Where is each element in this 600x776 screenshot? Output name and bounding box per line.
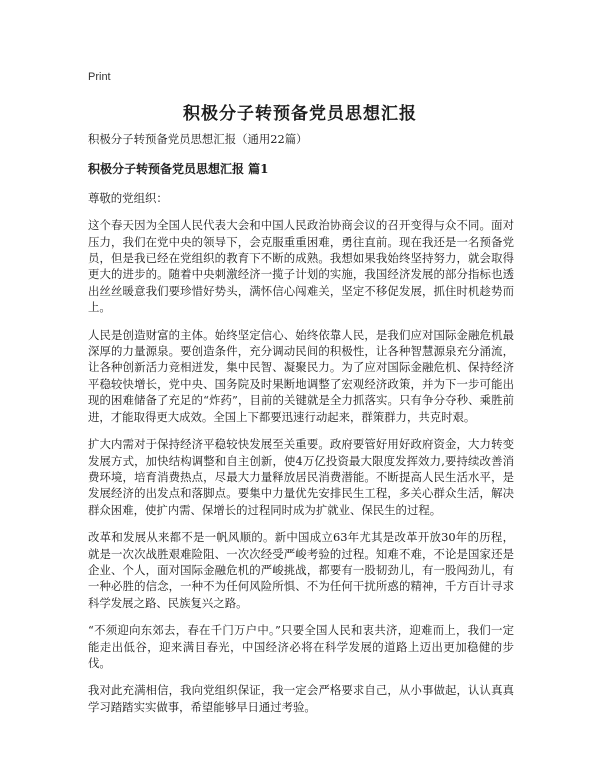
salutation: 尊敬的党组织： bbox=[88, 190, 168, 205]
paragraph-2: 人民是创造财富的主体。始终坚定信心、始终依靠人民，是我们应对国际金融危机最深厚的力量源泉。要创造条件，充分调动民间的积极性，让各种智慧源泉充分涌流，让各种创新活力竞相迸发，集中民智、凝聚民力。为了应对国际金融危机、保持经济平稳较快增长，党中央、国务院及时果断地调整了宏观经济政策，并为下一步可能出现的困难储备了充足的“炸药”，目前的关键就是全力抓落实。只有争分夺秒、乘胜前进，才能取得更大成效。全国上下都要迅速行动起来，群策群力，共克时艰。 bbox=[88, 327, 514, 424]
paragraph-3: 扩大内需对于保持经济平稳较快发展至关重要。政府要管好用好政府资金，大力转变发展方式，加快结构调整和自主创新，使4万亿投资最大限度发挥效力,要持续改善消费环境，培育消费热点，尽最大力量释放居民消费潜能。不断提高人民生活水平，是发展经济的出发点和落脚点。要集中力量优先安排民生工程，多关心群众生活，解决群众困难，使扩内需、保增长的过程同时成为扩就业、保民生的过程。 bbox=[88, 437, 514, 517]
paragraph-6: 我对此充满相信，我向党组织保证，我一定会严格要求自己，从小事做起，认认真真学习踏踏实实做事，希望能够早日通过考验。 bbox=[88, 683, 514, 714]
document-body bbox=[88, 131, 514, 726]
page-title: 积极分子转预备党员思想汇报 bbox=[183, 104, 417, 124]
section-heading: 积极分子转预备党员思想汇报 篇1 bbox=[88, 162, 269, 177]
paragraph-5: “不须迎向东郊去，春在千门万户中。”只要全国人民和衷共济，迎难而上，我们一定能走出低谷，迎来满目春光，中国经济必将在科学发展的道路上迈出更加稳健的步伐。 bbox=[88, 623, 514, 670]
paragraph-1: 这个春天因为全国人民代表大会和中国人民政治协商会议的召开变得与众不同。面对压力，我们在党中央的领导下，会克服重重困难，勇往直前。现在我还是一名预备党员，但是我已经在党组织的教育下不断的成熟。我想如果我始终坚持努力，就会取得更大的进步的。随着中央刺激经济一揽子计划的实施，我国经济发展的部分指标也透出丝丝暖意我们要珍惜好势头，满怀信心闯难关，坚定不移促发展，抓住时机趁势而上。 bbox=[88, 218, 514, 315]
print-link[interactable]: Print bbox=[88, 71, 111, 83]
paragraph-4: 改革和发展从来都不是一帆风顺的。新中国成立63年尤其是改革开放30年的历程，就是一次次战胜艰难险阻、一次次经受严峻考验的过程。知难不难，不论是国家还是企业、个人，面对国际金融危机的严峻挑战，都要有一股韧劲儿，有一股闯劲儿，有一种必胜的信念，一种不为任何风险所惧、不为任何干扰所惑的精神，千方百计寻求科学发展之路、民族复兴之路。 bbox=[88, 530, 514, 610]
document-subtitle: 积极分子转预备党员思想汇报（通用22篇） bbox=[88, 132, 308, 146]
